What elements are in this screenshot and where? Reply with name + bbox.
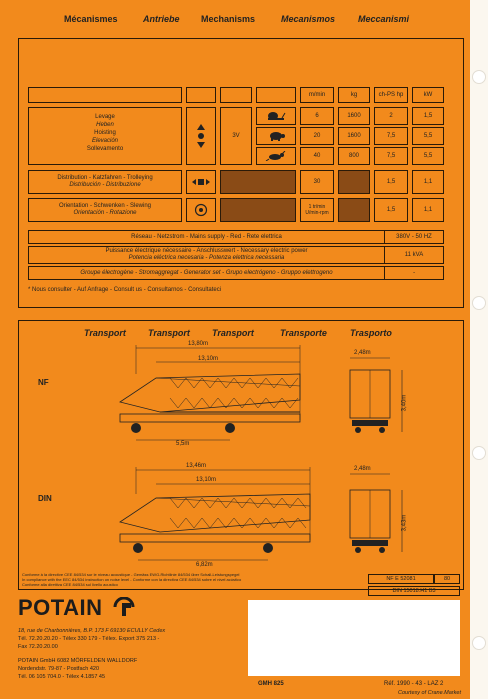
hare-icon <box>265 151 287 161</box>
trolley-label-1: Distribution - Katzfahren - Trolleying <box>57 175 153 181</box>
unit-speed: m/min <box>300 87 334 103</box>
lifting-label-fr: Levage <box>95 114 115 120</box>
consult-note: * Nous consulter - Auf Anfrage - Consult us - Consultarnos - Consultateci <box>28 287 222 293</box>
potain-symbol-icon <box>113 597 135 617</box>
unit-blank <box>186 87 216 103</box>
trolley-symbol-cell <box>186 170 216 194</box>
norm-nf-num: 80 <box>434 574 460 584</box>
unit-load: kg <box>338 87 370 103</box>
reference: Réf. 1990 - 43 - LAZ 2 <box>384 681 444 687</box>
lift-load-1: 1600 <box>338 107 370 125</box>
slewing-dark-load <box>338 198 370 222</box>
punch-hole <box>472 70 486 84</box>
header-de: Antriebe <box>143 14 180 24</box>
lift-kw-1: 1,5 <box>412 107 444 125</box>
conformity-2: In compliance with the EEC 84/534 instruction on noise level - Conforme con la directiva CEE 84/534 sobre el nivel acústico <box>22 577 242 582</box>
credit: Courtesy of Crane.Market <box>398 690 461 696</box>
speed-icon-cell <box>256 147 296 165</box>
lifting-label-de: Heben <box>96 122 114 128</box>
company-de-phone: Tél. 06 105 704.0 - Télex 4.1857 45 <box>18 674 106 680</box>
lift-hp-2: 7,5 <box>374 127 408 145</box>
power-row <box>28 246 444 264</box>
mains-supply-value: 380V - 50 HZ <box>384 231 443 243</box>
nf-axle: 5,5m <box>176 441 190 447</box>
lift-hp-3: 7,5 <box>374 147 408 165</box>
rotation-icon <box>194 203 208 217</box>
hoist-updown-icon <box>194 123 208 149</box>
lift-speed-3: 40 <box>300 147 334 165</box>
company-phone: Tél. 72.20.20.20 - Télex 330 179 - Télex. Export 375 213 - <box>18 636 160 642</box>
company-name: POTAIN <box>18 595 103 620</box>
din-width: 2,48m <box>354 466 371 472</box>
slewing-label-cell <box>28 198 182 222</box>
norm-din-code: DIN 15018.H1 B3 <box>368 586 460 596</box>
power-value: 11 kVA <box>384 247 443 263</box>
punch-hole <box>472 296 486 310</box>
nf-transport-drawing <box>100 340 440 450</box>
slewing-kw: 1,1 <box>412 198 444 222</box>
unit-blank <box>256 87 296 103</box>
dealer-stamp-box <box>248 600 460 676</box>
trolley-kw: 1,1 <box>412 170 444 194</box>
power-label-1: Puissance électrique nécessaire - Anschlusswert - Necessary electric power <box>105 248 308 254</box>
conformity-1: Conforme à la directive CEE 84/534 sur le niveau acoustique - Gemäss EWG-Richtlinie 84/534 über Schall-Leistungspegel <box>22 572 240 577</box>
trolley-hp: 1,5 <box>374 170 408 194</box>
lift-load-3: 800 <box>338 147 370 165</box>
nf-length-inner: 13,10m <box>198 356 219 362</box>
punch-hole <box>472 636 486 650</box>
din-length-total: 13,46m <box>186 463 207 469</box>
nf-width: 2,48m <box>354 350 371 356</box>
trolley-leftright-icon <box>191 177 211 187</box>
nf-length-total: 13,80m <box>188 341 209 347</box>
lift-speed-1: 6 <box>300 107 334 125</box>
din-transport-drawing <box>100 460 440 570</box>
generator-row <box>28 266 444 280</box>
lifting-label-en: Hoisting <box>94 130 116 136</box>
transport-title-fr: Transport <box>84 328 126 338</box>
trolley-label-2: Distribución - Distribuzione <box>69 182 141 188</box>
transport-title-en: Transport <box>212 328 254 338</box>
unit-kw: kW <box>412 87 444 103</box>
lift-kw-2: 5,5 <box>412 127 444 145</box>
slewing-label-1: Orientation - Schwenken - Slewing <box>58 203 152 209</box>
transport-title-it: Trasporto <box>350 328 392 338</box>
company-de-address: Nordendstr. 79-87 - Postfach 420 <box>18 666 100 672</box>
header-it: Meccanismi <box>358 14 410 24</box>
tortoise-icon <box>265 131 287 141</box>
trolley-dark-cell <box>220 170 296 194</box>
din-length-inner: 13,10m <box>196 477 217 483</box>
slewing-hp: 1,5 <box>374 198 408 222</box>
unit-blank <box>28 87 182 103</box>
model-code: GMH 825 <box>258 681 284 687</box>
slewing-dark-cell <box>220 198 296 222</box>
din-axle: 6,82m <box>196 562 213 568</box>
company-fax: Fax 72.20.20.00 <box>18 644 58 650</box>
lifting-label-es: Elevación <box>91 138 118 144</box>
company-address: 18, rue de Charbonnières, B.P. 173 F 69130 ECULLY Cedex <box>18 628 166 634</box>
binder-edge <box>470 0 488 699</box>
nf-label: NF <box>38 378 49 387</box>
trolley-dark-load <box>338 170 370 194</box>
norm-nf-code: NF E 52081 <box>368 574 434 584</box>
slewing-symbol-cell <box>186 198 216 222</box>
slewing-label-2: Orientación - Rotazione <box>73 210 137 216</box>
header-fr: Mécanismes <box>64 14 118 24</box>
snail-icon <box>265 111 287 121</box>
trolley-speed: 30 <box>300 170 334 194</box>
power-label-2: Potencia eléctrica necesaria - Potenza elettrica necessaria <box>128 255 285 261</box>
speed-icon-cell <box>256 107 296 125</box>
din-label: DIN <box>38 494 52 503</box>
generator-value: - <box>384 267 443 279</box>
lifting-label-it: Sollevamento <box>86 146 124 152</box>
speed-icon-cell <box>256 127 296 145</box>
potain-logo <box>18 595 135 621</box>
transport-title-es: Transporte <box>280 328 327 338</box>
din-height: 3,43m <box>401 514 408 532</box>
lift-kw-3: 5,5 <box>412 147 444 165</box>
power-label <box>29 248 384 262</box>
lift-load-2: 1600 <box>338 127 370 145</box>
transport-title-de: Transport <box>148 328 190 338</box>
lifting-symbol-cell <box>186 107 216 165</box>
generator-label: Groupe électrogène - Stromaggregat - Generator set - Grupo electrógeno - Gruppo elettrogeno <box>80 270 333 276</box>
lifting-voltage-cell: 3V <box>220 107 252 165</box>
header-en: Mechanisms <box>201 14 256 24</box>
nf-height: 3,40m <box>401 394 408 412</box>
slewing-speed: 1 tr/min U/min-rpm <box>300 198 334 222</box>
punch-hole <box>472 446 486 460</box>
lift-hp-1: 2 <box>374 107 408 125</box>
mains-supply-row <box>28 230 444 244</box>
mains-supply-label: Réseau - Netzstrom - Mains supply - Red - Rete elettrica <box>131 234 282 240</box>
conformity-3: Conforme alla direttiva CEE 84/534 sul livello acustico <box>22 582 118 587</box>
lift-speed-2: 20 <box>300 127 334 145</box>
header-es: Mecanismos <box>281 14 336 24</box>
company-de-name: POTAIN GmbH 6082 MÖRFELDEN WALLDORF <box>18 658 138 664</box>
unit-hp: ch-PS hp <box>374 87 408 103</box>
unit-blank <box>220 87 252 103</box>
trolley-label-cell <box>28 170 182 194</box>
